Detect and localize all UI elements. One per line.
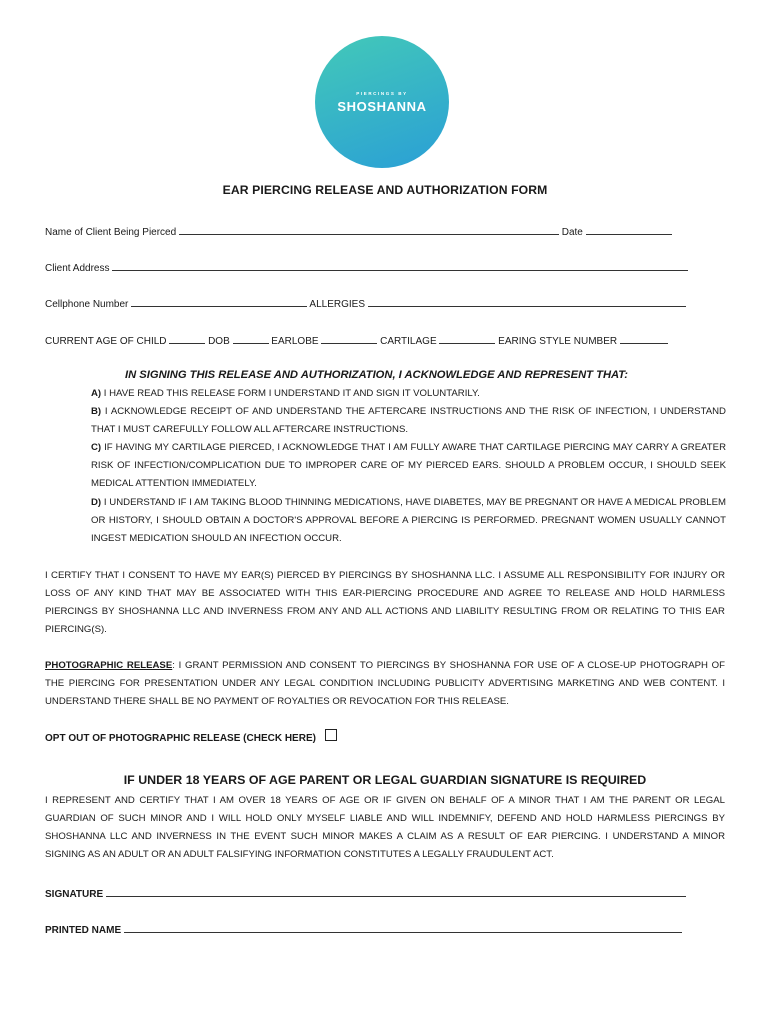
optout-label: OPT OUT OF PHOTOGRAPHIC RELEASE (CHECK HERE) — [45, 733, 316, 744]
allergies-field[interactable] — [368, 295, 686, 307]
ack-item-a — [91, 385, 726, 403]
date-label: Date — [561, 227, 583, 238]
ack-letter: D) — [91, 497, 102, 508]
age-label: CURRENT AGE OF CHILD — [45, 336, 167, 347]
dob-field[interactable] — [233, 332, 269, 344]
ack-letter: B) — [91, 406, 102, 417]
cartilage-field[interactable] — [439, 332, 495, 344]
form-title: EAR PIERCING RELEASE AND AUTHORIZATION FORM — [222, 183, 548, 197]
guardian-heading: IF UNDER 18 YEARS OF AGE PARENT OR LEGAL GUARDIAN SIGNATURE IS REQUIRED — [123, 773, 647, 787]
logo-circle — [315, 36, 449, 168]
optout-checkbox[interactable] — [325, 729, 337, 741]
signature-label: SIGNATURE — [45, 889, 104, 900]
ack-text: IF HAVING MY CARTILAGE PIERCED, I ACKNOWLEDGE THAT I AM FULLY AWARE THAT CARTILAGE PIERCING MAY CARRY A GREATER RISK OF INFECTION/COMPLICATION DUE TO IMPROPER CARE OF MY PIERCED EARS. SHOULD A PROBLEM OCCUR, I SHOULD SEEK MEDICAL ATTENTION IMMEDIATELY. — [91, 442, 726, 489]
logo — [313, 35, 453, 170]
logo-tagline: PIERCINGS BY — [356, 90, 408, 96]
ack-text: I UNDERSTAND IF I AM TAKING BLOOD THINNING MEDICATIONS, HAVE DIABETES, MAY BE PREGNANT OR HAVE A MEDICAL PROBLEM OR HISTORY, I SHOULD OBTAIN A DOCTOR'S APPROVAL BEFORE A PIERCING IS PERFORMED. PREGNANT WOMEN USUALLY CANNOT INGEST MEDICATION SHOULD AN INFECTION OCCUR. — [91, 497, 726, 544]
printed-name-row — [45, 921, 682, 936]
cellphone-field[interactable] — [131, 295, 307, 307]
allergies-label: ALLERGIES — [309, 299, 365, 310]
phone-allergies-row — [45, 295, 699, 310]
cartilage-label: CARTILAGE — [380, 336, 437, 347]
photo-release-text: : I GRANT PERMISSION AND CONSENT TO PIERCINGS BY SHOSHANNA FOR USE OF A CLOSE-UP PHOTOGRAPH OF THE PIERCING FOR PRESENTATION UNDER ANY LEGAL CONDITION INCLUDING PUBLICITY ADVERTISING MARKETING AND WEB CONTENT. I UNDERSTAND THERE SHALL BE NO PAYMENT OF ROYALTIES OR REVOCATION FOR THIS RELEASE. — [45, 660, 725, 707]
photo-release-label: PHOTOGRAPHIC RELEASE — [45, 660, 173, 671]
printed-name-field[interactable] — [124, 921, 682, 933]
certify-paragraph: I CERTIFY THAT I CONSENT TO HAVE MY EAR(S) PIERCED BY PIERCINGS BY SHOSHANNA LLC. I ASSUME ALL RESPONSIBILITY FOR INJURY OR LOSS OF ANY KIND THAT MAY BE ASSOCIATED WITH THIS EAR-PIERCING PROCEDURE AND AGREE TO RELEASE AND HOLD HARMLESS PIERCINGS BY SHOSHANNA LLC AND INVERNESS FROM ANY AND ALL ACTIONS AND LIABILITY RESULTING FROM OR RELATING TO THIS EAR PIERCING(S). — [45, 570, 725, 635]
logo-brand-name: SHOSHANNA — [337, 98, 427, 114]
dob-label: DOB — [208, 336, 230, 347]
client-name-label: Name of Client Being Pierced — [45, 227, 177, 238]
ack-letter: A) — [91, 388, 102, 399]
printed-name-label: PRINTED NAME — [45, 925, 122, 936]
ack-item-c — [91, 439, 726, 493]
ack-text: I HAVE READ THIS RELEASE FORM I UNDERSTAND IT AND SIGN IT VOLUNTARILY. — [103, 388, 480, 399]
earing-style-field[interactable] — [620, 332, 668, 344]
ack-text: I ACKNOWLEDGE RECEIPT OF AND UNDERSTAND THE AFTERCARE INSTRUCTIONS AND THE RISK OF INFECTION, I UNDERSTAND THAT I MUST CAREFULLY FOLLOW ALL AFTERCARE INSTRUCTIONS. — [91, 406, 726, 435]
earlobe-field[interactable] — [321, 332, 377, 344]
photo-release-paragraph — [45, 657, 725, 711]
guardian-paragraph: I REPRESENT AND CERTIFY THAT I AM OVER 18 YEARS OF AGE OR IF GIVEN ON BEHALF OF A MINOR THAT I AM THE PARENT OR LEGAL GUARDIAN OF SUCH MINOR AND I WILL HOLD ONLY MYSELF LIABLE AND WILL INDEMNIFY, DEFEND AND HOLD HARMLESS PIERCINGS BY SHOSHANNA LLC AND INVERNESS IN THE EVENT SUCH MINOR MAKES A CLAIM AS A RESULT OF EAR PIERCING. I UNDERSTAND A MINOR SIGNING AS AN ADULT OR AN ADULT FALSIFYING INFORMATION CONSTITUTES A LEGALLY FRAUDULENT ACT. — [45, 795, 725, 860]
age-details-row — [45, 332, 699, 347]
age-field[interactable] — [169, 332, 205, 344]
cellphone-label: Cellphone Number — [45, 299, 129, 310]
signature-row — [45, 885, 686, 900]
optout-row — [45, 729, 337, 744]
client-name-row — [45, 223, 699, 238]
date-field[interactable] — [586, 223, 672, 235]
acknowledge-heading: IN SIGNING THIS RELEASE AND AUTHORIZATION, I ACKNOWLEDGE AND REPRESENT THAT: — [125, 369, 629, 381]
address-row — [45, 259, 699, 274]
ack-item-d — [91, 494, 726, 548]
ack-item-b — [91, 403, 726, 439]
address-label: Client Address — [45, 263, 110, 274]
earlobe-label: EARLOBE — [271, 336, 319, 347]
signature-field[interactable] — [106, 885, 686, 897]
address-field[interactable] — [112, 259, 688, 271]
ack-letter: C) — [91, 442, 102, 453]
earing-style-label: EARING STYLE NUMBER — [498, 336, 618, 347]
client-name-field[interactable] — [179, 223, 559, 235]
